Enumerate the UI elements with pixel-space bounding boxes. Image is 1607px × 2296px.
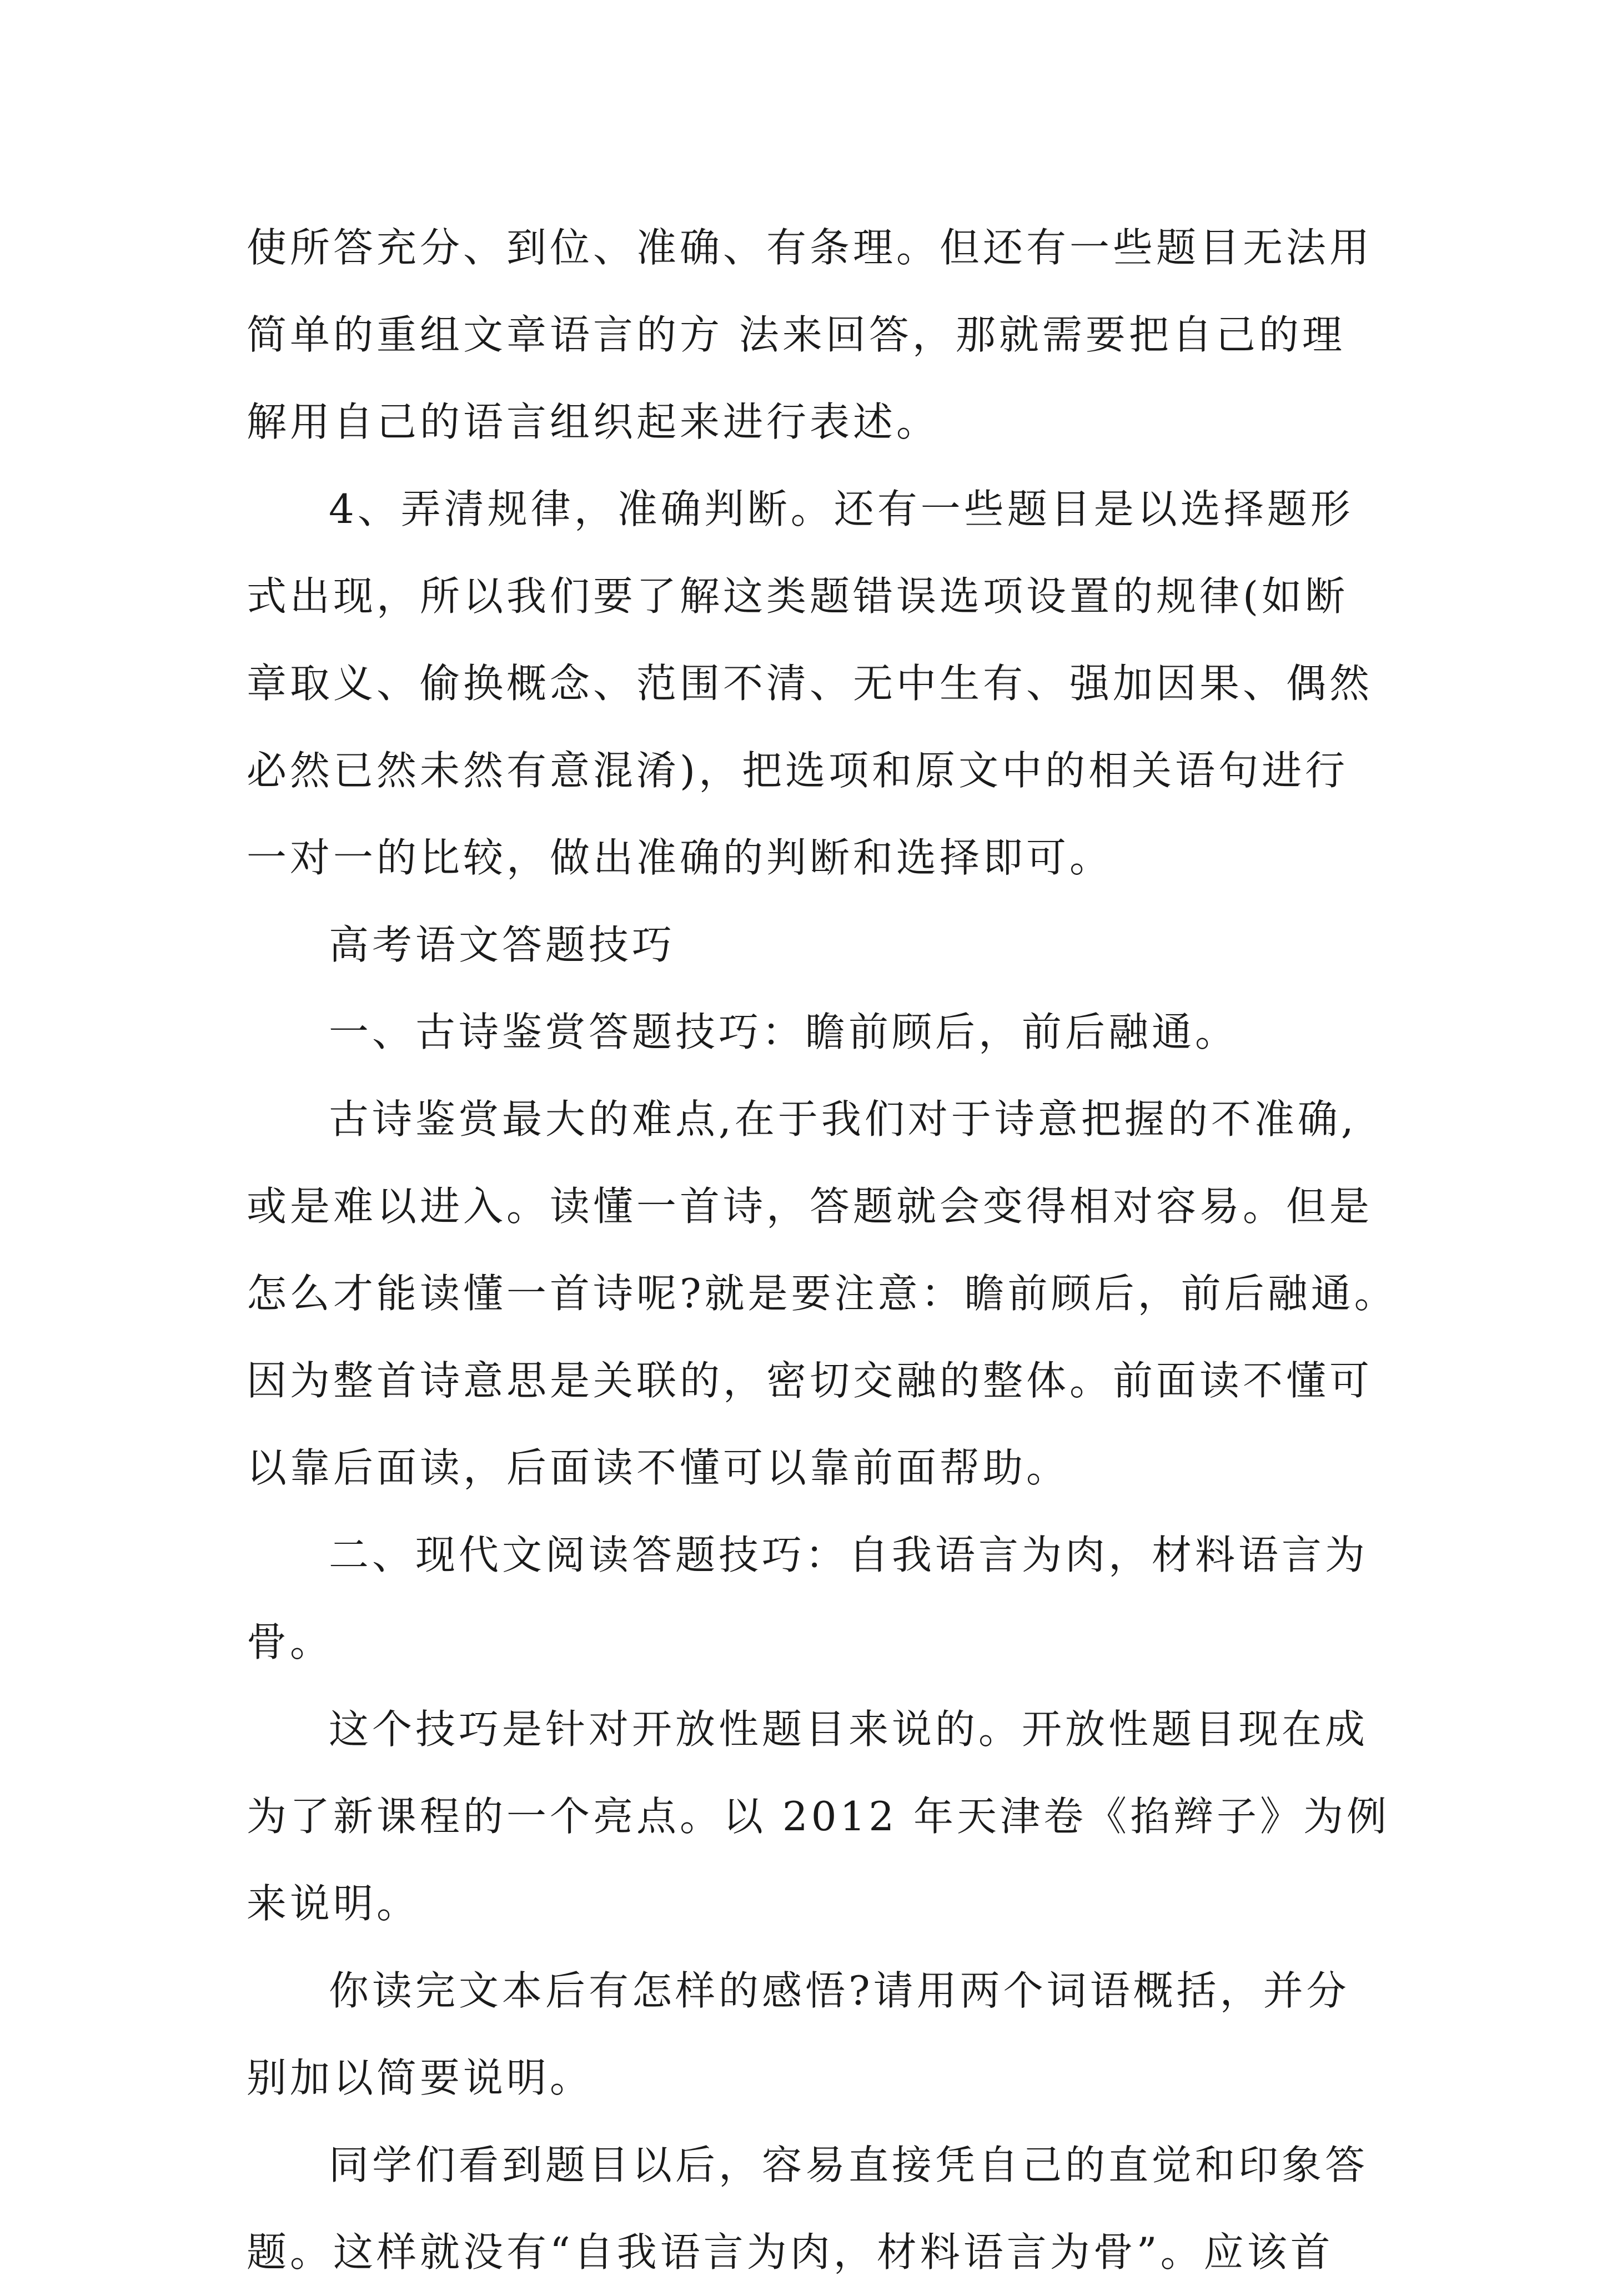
text-line: 4、弄清规律，准确判断。还有一些题目是以选择题形 (329, 486, 1354, 532)
document-body (247, 204, 1398, 2296)
text-line: 古诗鉴赏最大的难点,在于我们对于诗意把握的不准确, (329, 1096, 1357, 1142)
text-line: 一、古诗鉴赏答题技巧：瞻前顾后，前后融通。 (329, 1009, 1239, 1055)
text-line: 以靠后面读，后面读不懂可以靠前面帮助。 (247, 1444, 1070, 1491)
text-line: 章取义、偷换概念、范围不清、无中生有、强加因果、偶然 (247, 660, 1373, 707)
text-line: 别加以简要说明。 (247, 2055, 594, 2101)
text-line: 一对一的比较，做出准确的判断和选择即可。 (247, 834, 1113, 881)
text-line: 为了新课程的一个亮点。以 2012 年天津卷《掐辫子》为例 (247, 1793, 1390, 1840)
paragraph (247, 902, 1374, 989)
paragraph (247, 1512, 1374, 1686)
text-line: 你读完文本后有怎样的感悟?请用两个词语概括，并分 (329, 1967, 1350, 2014)
paragraph (247, 1947, 1374, 2122)
text-line: 高考语文答题技巧 (329, 922, 676, 968)
text-line: 或是难以进入。读懂一首诗，答题就会变得相对容易。但是 (247, 1183, 1373, 1230)
text-line: 同学们看到题目以后，容易直接凭自己的直觉和印象答 (329, 2142, 1369, 2188)
text-line: 因为整首诗意思是关联的，密切交融的整体。前面读不懂可 (247, 1357, 1373, 1404)
paragraph (247, 2122, 1374, 2296)
paragraph (247, 989, 1374, 1076)
text-line: 简单的重组文章语言的方 法来回答，那就需要把自己的理 (247, 311, 1345, 358)
text-line: 必然已然未然有意混淆)，把选项和原文中的相关语句进行 (247, 747, 1349, 794)
text-line: 来说明。 (247, 1880, 420, 1927)
paragraph (247, 1686, 1390, 1947)
text-line: 解用自己的语言组织起来进行表述。 (247, 399, 940, 445)
text-line: 使所答充分、到位、准确、有条理。但还有一些题目无法用 (247, 224, 1373, 271)
text-line: 怎么才能读懂一首诗呢?就是要注意：瞻前顾后，前后融通。 (247, 1270, 1398, 1317)
text-line: 式出现，所以我们要了解这类题错误选项设置的规律(如断 (247, 573, 1349, 620)
text-line: 题。这样就没有“自我语言为肉，材料语言为骨”。应该首 (247, 2229, 1334, 2275)
text-line: 这个技巧是针对开放性题目来说的。开放性题目现在成 (329, 1706, 1369, 1753)
paragraph (247, 1076, 1398, 1512)
text-line: 骨。 (247, 1619, 334, 1665)
text-line: 二、现代文阅读答题技巧：自我语言为肉，材料语言为 (329, 1532, 1369, 1578)
paragraph (247, 466, 1374, 902)
paragraph (247, 204, 1374, 466)
